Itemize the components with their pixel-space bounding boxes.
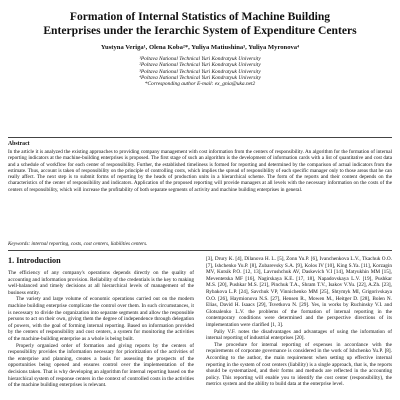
affiliation-2: ²Poltava National Technical Yuri Kondratyuk University <box>139 62 261 69</box>
paragraph: The efficiency of any company's operations depends directly on the quality of accounting and information provision. Reliability of the credentials is the key to making well-balanced and timely decisions at all hierarchical levels of management of the business entity. <box>8 270 194 296</box>
abstract-top-rule <box>8 137 392 138</box>
abstract-text: In the article it is analyzed the existing approaches to providing company management with cost information from the centers of responsibility. An algorithm for the formation of internal reporting indicators at the machine-building enterprises is proposed. The first stage of such an algorithm is the development of information cards with a list of quantitative and cost data and a schedule of workflow for each center of responsibility. Further, the established timeliness is formed for reporting and determined by the comparison of actual indicators from the estimate. Thus, account is taken of responsibility on the principle of controlling costs, which implies the spread of responsibility of each specific manager only to those areas that he can really affect. The next step is to submit forms of reporting by the heads of production units in a hierarchical scheme. The form of the reports and their content depends on the characteristics of the center of responsibility and indicators. Application of the proposed reporting will provide managers at all levels with the necessary information on the costs of the centers of responsibility, which will increase the profitability of both separate segments of activity and machine building enterprises in general. <box>8 149 392 193</box>
right-column <box>206 256 392 388</box>
affiliation-1: ¹Poltava National Technical Yuri Kondratyuk University <box>139 56 261 62</box>
paragraph: The variety and large volume of economic operations carried out on the modern machine building enterprise complicate the control over them. In such circumstances, it is necessary to divide the organization into separate segments and allow the responsible persons to act on their own, giving them the degree of independence through delegation of powers, with the goal of forming internal reporting. Based on information provided by the centers of responsibility and cost centers, a system for monitoring the activities of the machine-building enterprise as a whole is being built. <box>8 296 194 342</box>
corresponding-author: *Corresponding author E-mail: ex_gnia@uka.net2 <box>144 81 256 88</box>
author-list: Yustyna Veriga¹, Olena Koba²*, Yuliya Matiushina³, Yuliya Myronova⁴ <box>100 44 300 51</box>
affiliation-3: ³Poltava National Technical Yuri Kondratyuk University <box>139 68 261 75</box>
affiliations <box>20 56 380 87</box>
paragraph: The procedure for internal reporting of expenses in accordance with the requirements of corporate governance is considered in the work of Ishchenko Yu.P. [8]. According to the author, the main requirement when setting up effective internal reporting in the system of cost centers (liability) is a single approach, that is, the reports should be systematized, and their forms and methods are reflected in the accounting policy. This reporting will enable you to identify the cost center (responsibility), the metrics system and the ability to build data at the enterprise level. <box>206 341 392 388</box>
left-column <box>8 270 194 389</box>
section-heading-introduction: 1. Introduction <box>8 256 61 265</box>
affiliation-4: ⁴Poltava National Technical Yuri Kondratyuk University <box>139 74 261 81</box>
paper-title: Formation of Internal Statistics of Machine Building Enterprises under the Ierarchic System of Expenditure Centers <box>43 10 357 37</box>
keywords: Keywords: internal reporting, costs, cost centers, liabilities centers. <box>8 241 148 247</box>
abstract-heading: Abstract <box>8 141 30 147</box>
abstract-bottom-rule <box>8 250 392 251</box>
paragraph: Properly organized order of formation and giving reports by the centers of responsibility provides the information necessary for prioritization of the activities of the enterprise and planning, creates a basis for assessing the prospects of the opportunities being opened and ensures control over the implementation of the decisions taken. That is why developing an algorithm for internal reporting based on the hierarchical system of response centers in the context of controlled costs in the activities of the machine building enterprises is relevant. <box>8 342 194 389</box>
paragraph: [3], Drury K. [4], Dilanova H. L. [5], Zonn Yu.P. [6], Ivanchenkova L.V., Tkachuk O.O. [7], Ishchenko Yu.P. [8], Zubarevsky S.A. [9], Kolos IV [10], King S.Ya. [11], Korzagin MV, Kutsik P.O. [12, 13], Lavrushchuk AV, Daskevich V.I [14], Matyukhin MM [15], Meventetska MF [16], Nagirskaya K.E. [17, 18], Napadovskaya L.V. [19], Pushkar M.S. [20], Pushkar M.S. [21], Pinchuk T.A., Shram T.V., Isakov V.Yu. [22], A.Zh. [23], Rybakova L.P. [24], Savchuk VP, Vinnichenko MM [25], Shtymyk MI, Grigorivskaya O.O. [26], Haymionova N.S. [27], Hensen R., Mowen M., Heitger D. [28], Bolen N. Elias, David H. Isaacs [29], Tsvetkova N. [29]. Yes, in works by Ruchinsky V.I. and Glotsalenko L.V. the problems of the formation of internal reporting in the contemporary conditions were determined and the perspective directions of its implementation were clarified [1, 3]. <box>206 256 392 328</box>
paragraph: Paliy V.F. notes the disadvantages and advantages of using the information of internal reporting of industrial enterprises [20]. <box>206 328 392 342</box>
